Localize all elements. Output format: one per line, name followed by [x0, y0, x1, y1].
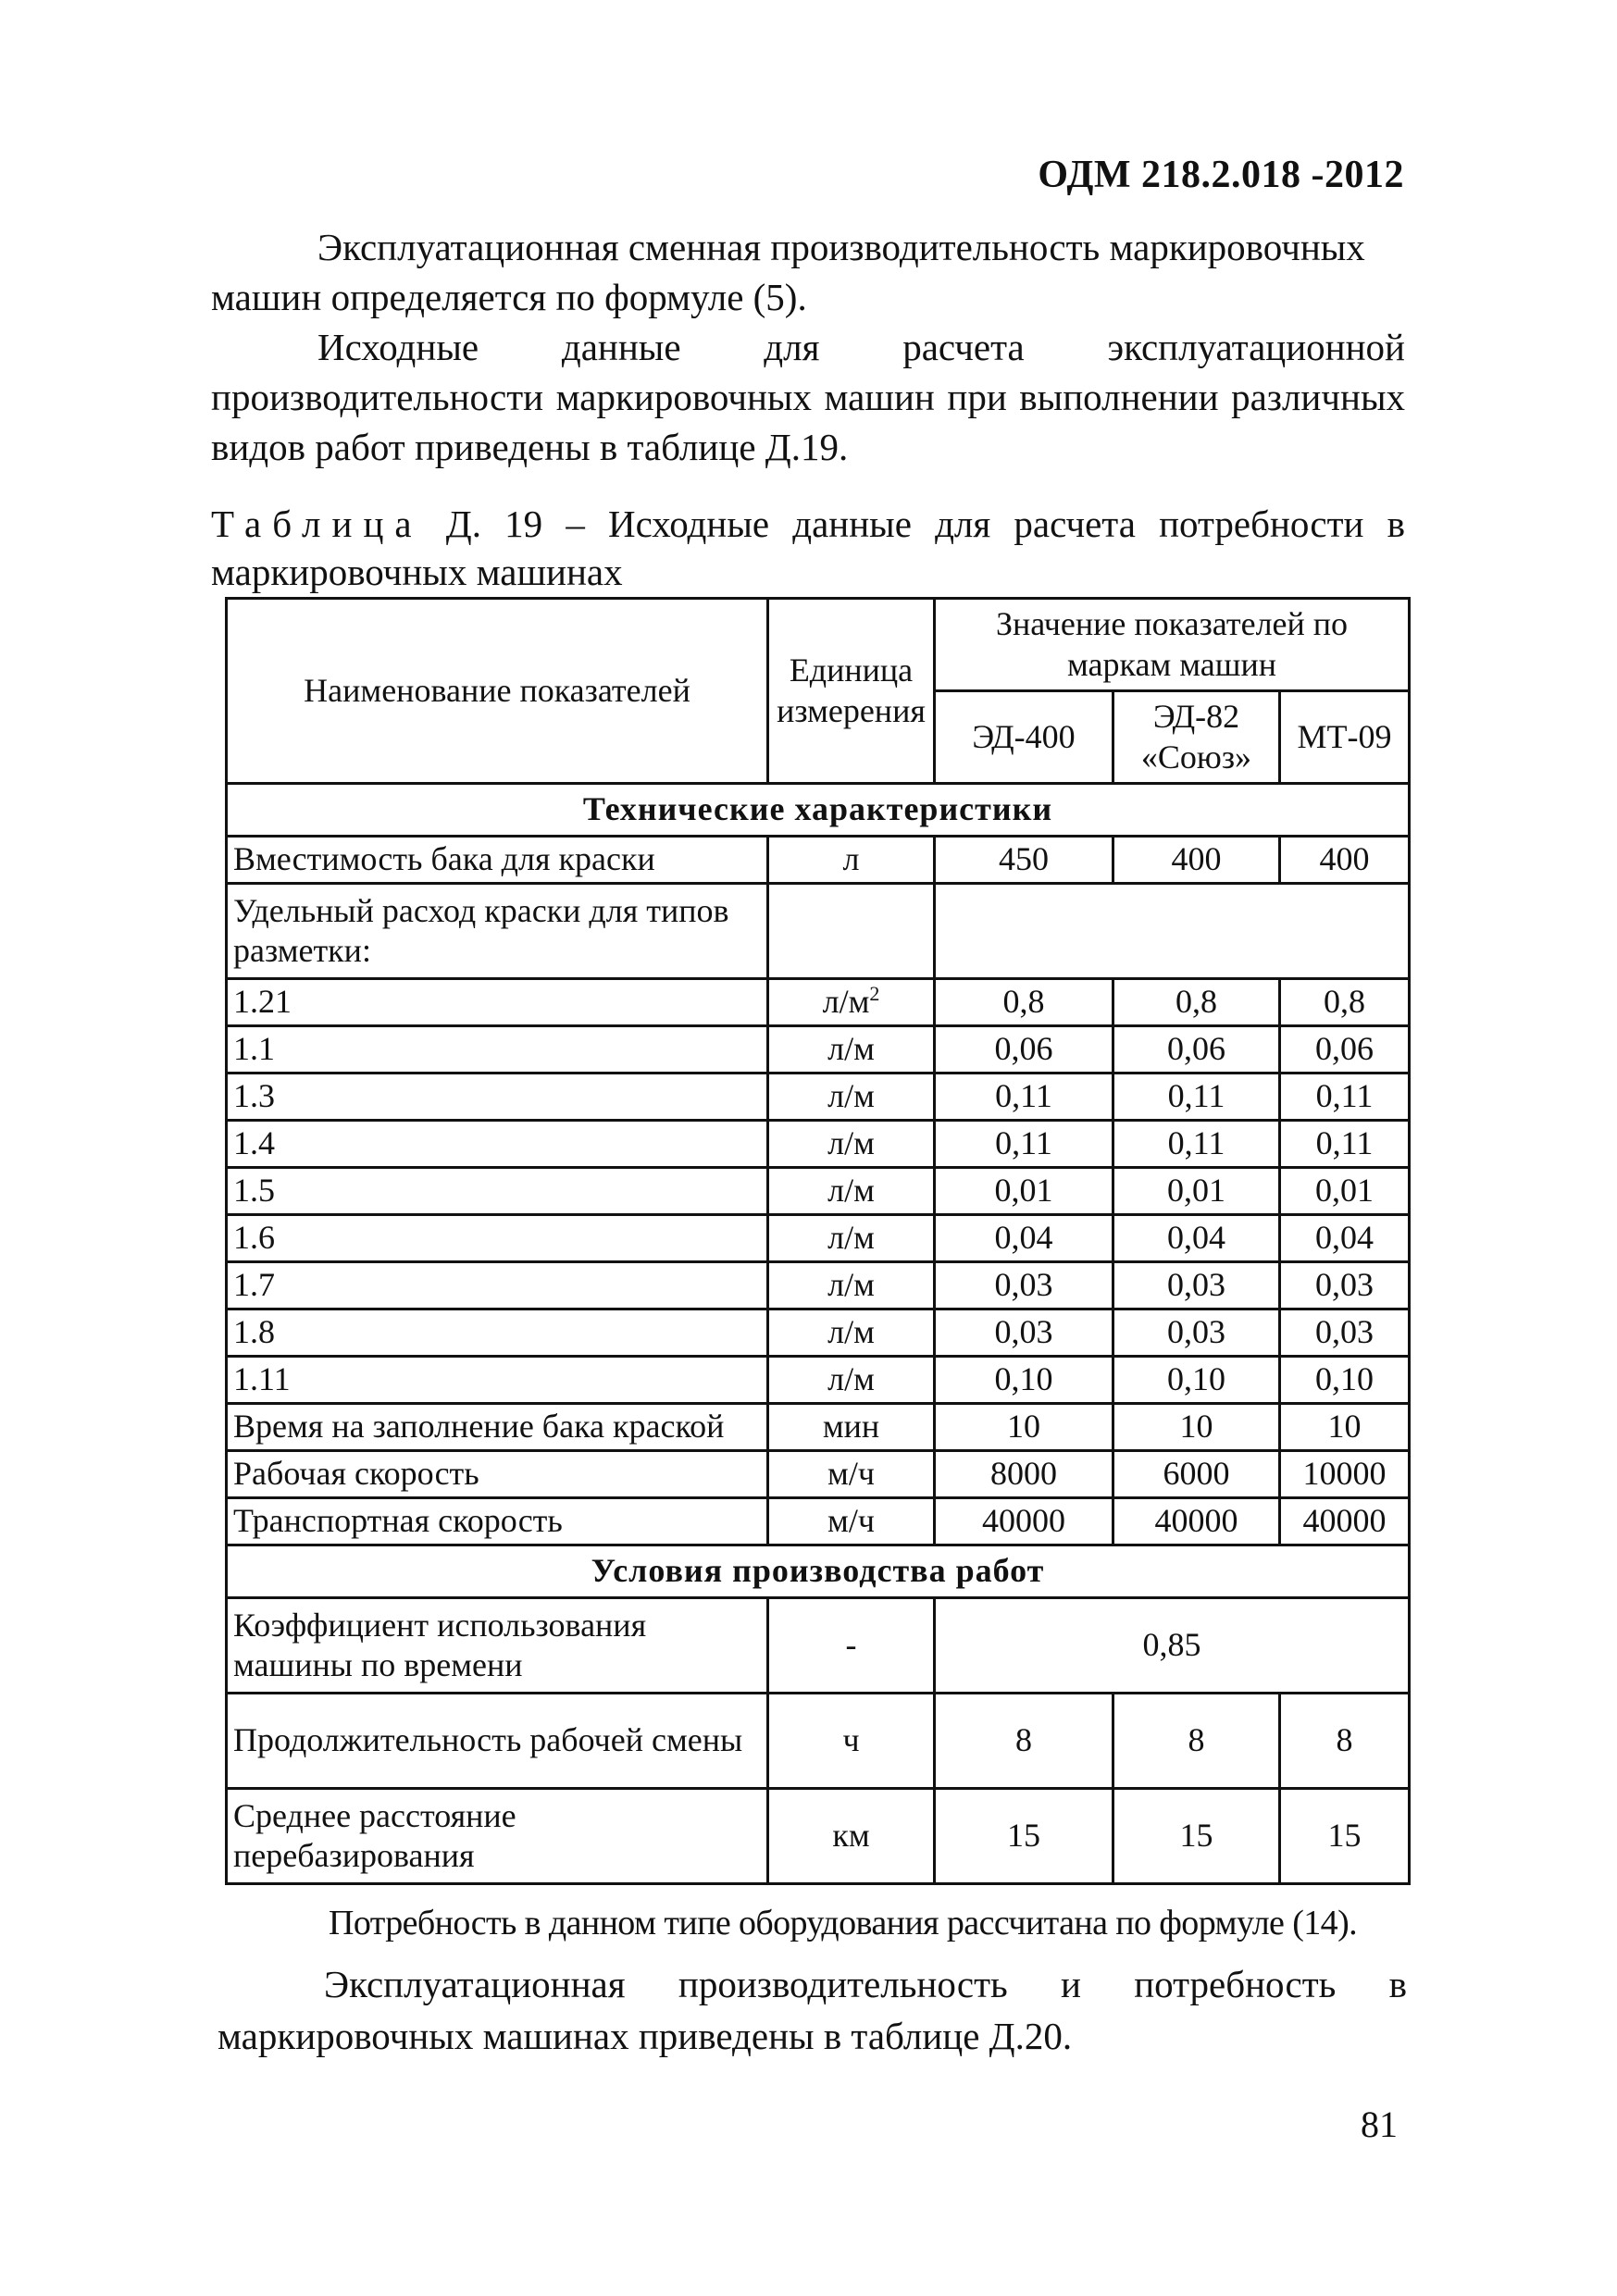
row-value: 0,11 — [1280, 1121, 1410, 1168]
table-row — [227, 1451, 1410, 1498]
row-unit: л — [768, 837, 935, 884]
row-name: Время на заполнение бака краской — [227, 1404, 768, 1451]
row-value: 0,8 — [1280, 979, 1410, 1026]
table-row — [227, 1309, 1410, 1357]
row-value: 0,03 — [1280, 1262, 1410, 1309]
row-value: 0,03 — [1113, 1262, 1280, 1309]
row-unit-text: л/м — [822, 983, 870, 1021]
row-value: 450 — [935, 837, 1113, 884]
row-value: 8 — [1280, 1694, 1410, 1789]
table-row — [227, 1498, 1410, 1545]
row-name: 1.11 — [227, 1357, 768, 1404]
row-value: 8 — [1113, 1694, 1280, 1789]
row-value: 40000 — [935, 1498, 1113, 1545]
row-value: 0,03 — [935, 1309, 1113, 1357]
row-value: 10 — [1113, 1404, 1280, 1451]
row-name: 1.21 — [227, 979, 768, 1026]
row-unit: л/м — [768, 1309, 935, 1357]
row-value: 0,11 — [1113, 1121, 1280, 1168]
row-value: 0,04 — [1280, 1215, 1410, 1262]
row-value: 8 — [935, 1694, 1113, 1789]
row-value: 400 — [1280, 837, 1410, 884]
row-name: Удельный расход краски для типов разметки: — [227, 884, 768, 979]
row-name: 1.1 — [227, 1026, 768, 1074]
table-row — [227, 1789, 1410, 1884]
row-name: 1.7 — [227, 1262, 768, 1309]
row-value: 0,03 — [1280, 1309, 1410, 1357]
row-name: 1.4 — [227, 1121, 768, 1168]
row-name: Коэффициент использования машины по времени — [227, 1598, 768, 1694]
row-name: Рабочая скорость — [227, 1451, 768, 1498]
table-row — [227, 837, 1410, 884]
row-value: 0,03 — [1113, 1309, 1280, 1357]
intro-paragraph-1: Эксплуатационная сменная производительность маркировочных машин определяется по формуле (5). — [211, 226, 1365, 318]
table-row — [227, 979, 1410, 1026]
table-caption-lead: Таблица — [211, 503, 423, 545]
row-value: 0,11 — [935, 1074, 1113, 1121]
row-unit: м/ч — [768, 1498, 935, 1545]
row-value: 0,06 — [1113, 1026, 1280, 1074]
row-unit: л/м — [768, 1074, 935, 1121]
table-caption-line1 — [211, 500, 1405, 548]
row-value: 0,85 — [935, 1598, 1410, 1694]
row-unit: л/м — [768, 1262, 935, 1309]
row-value: 6000 — [1113, 1451, 1280, 1498]
row-value: 0,8 — [935, 979, 1113, 1026]
row-unit: м/ч — [768, 1451, 935, 1498]
header-brand-ed400: ЭД-400 — [935, 691, 1113, 784]
row-value: 0,10 — [1280, 1357, 1410, 1404]
closing-line1: Эксплуатационная производительность и потребность в — [324, 1963, 1407, 2005]
table-caption-line1-rest: Д. 19 – Исходные данные для расчета потребности в — [445, 503, 1406, 545]
table-row — [227, 1168, 1410, 1215]
table-row — [227, 1074, 1410, 1121]
row-value: 15 — [1113, 1789, 1280, 1884]
row-value: 0,04 — [935, 1215, 1113, 1262]
after-table-note: Потребность в данном типе оборудования рассчитана по формуле (14). — [329, 1904, 1358, 1942]
row-value: 0,01 — [935, 1168, 1113, 1215]
table-row — [227, 1121, 1410, 1168]
table-row — [227, 1215, 1410, 1262]
row-unit: - — [768, 1598, 935, 1694]
row-value: 0,11 — [935, 1121, 1113, 1168]
table-row — [227, 1598, 1410, 1694]
row-unit: км — [768, 1789, 935, 1884]
row-value: 400 — [1113, 837, 1280, 884]
row-value: 0,01 — [1280, 1168, 1410, 1215]
row-unit: ч — [768, 1694, 935, 1789]
row-name: Среднее расстояние перебазирования — [227, 1789, 768, 1884]
closing-line2: маркировочных машинах приведены в таблице Д.20. — [218, 2015, 1073, 2057]
intro-paragraph-2-rest: производительности маркировочных машин при выполнении различных видов работ приведены в таблице Д.19. — [211, 376, 1405, 468]
row-unit — [768, 979, 935, 1026]
row-value: 0,8 — [1113, 979, 1280, 1026]
row-unit: л/м — [768, 1357, 935, 1404]
page-number: 81 — [1361, 2104, 1398, 2145]
row-value: 40000 — [1280, 1498, 1410, 1545]
table-caption — [211, 500, 1405, 596]
section-work-conditions: Условия производства работ — [227, 1545, 1410, 1598]
row-value: 15 — [935, 1789, 1113, 1884]
intro-paragraph-2 — [211, 322, 1405, 472]
row-unit — [768, 884, 935, 979]
row-value: 0,10 — [935, 1357, 1113, 1404]
table-row — [227, 1694, 1410, 1789]
row-value: 40000 — [1113, 1498, 1280, 1545]
row-value: 10 — [1280, 1404, 1410, 1451]
row-name: 1.8 — [227, 1309, 768, 1357]
row-name: 1.3 — [227, 1074, 768, 1121]
row-value: 10000 — [1280, 1451, 1410, 1498]
row-name: Вместимость бака для краски — [227, 837, 768, 884]
header-brand-mt09: МТ-09 — [1280, 691, 1410, 784]
row-value: 0,10 — [1113, 1357, 1280, 1404]
row-name: Транспортная скорость — [227, 1498, 768, 1545]
row-value: 10 — [935, 1404, 1113, 1451]
header-unit-col: Единица измерения — [768, 599, 935, 784]
row-unit: л/м — [768, 1215, 935, 1262]
section-technical: Технические характеристики — [227, 784, 1410, 837]
row-unit: мин — [768, 1404, 935, 1451]
row-value-empty — [935, 884, 1410, 979]
table-row — [227, 1357, 1410, 1404]
row-unit: л/м — [768, 1026, 935, 1074]
row-unit-superscript: 2 — [869, 982, 880, 1006]
intro-paragraph-2-line1: Исходные данные для расчета эксплуатационной — [317, 326, 1405, 368]
document-code: ОДМ 218.2.018 -2012 — [1038, 154, 1404, 196]
header-brand-ed82: ЭД-82 «Союз» — [1113, 691, 1280, 784]
row-value: 15 — [1280, 1789, 1410, 1884]
row-name: Продолжительность рабочей смены — [227, 1694, 768, 1789]
row-value: 0,03 — [935, 1262, 1113, 1309]
row-name: 1.5 — [227, 1168, 768, 1215]
row-value: 0,11 — [1280, 1074, 1410, 1121]
row-name: 1.6 — [227, 1215, 768, 1262]
row-value: 8000 — [935, 1451, 1113, 1498]
row-value: 0,06 — [1280, 1026, 1410, 1074]
row-value: 0,04 — [1113, 1215, 1280, 1262]
table-row — [227, 1026, 1410, 1074]
row-unit: л/м — [768, 1168, 935, 1215]
row-unit: л/м — [768, 1121, 935, 1168]
table-row — [227, 1404, 1410, 1451]
row-value: 0,06 — [935, 1026, 1113, 1074]
table-row — [227, 884, 1410, 979]
row-value: 0,01 — [1113, 1168, 1280, 1215]
header-values-group: Значение показателей по маркам машин — [935, 599, 1410, 691]
header-name-col: Наименование показателей — [227, 599, 768, 784]
machines-data-table — [225, 597, 1411, 1885]
table-row — [227, 1262, 1410, 1309]
table-caption-line2: маркировочных машинах — [211, 551, 623, 593]
closing-paragraph — [218, 1958, 1407, 2062]
row-value: 0,11 — [1113, 1074, 1280, 1121]
